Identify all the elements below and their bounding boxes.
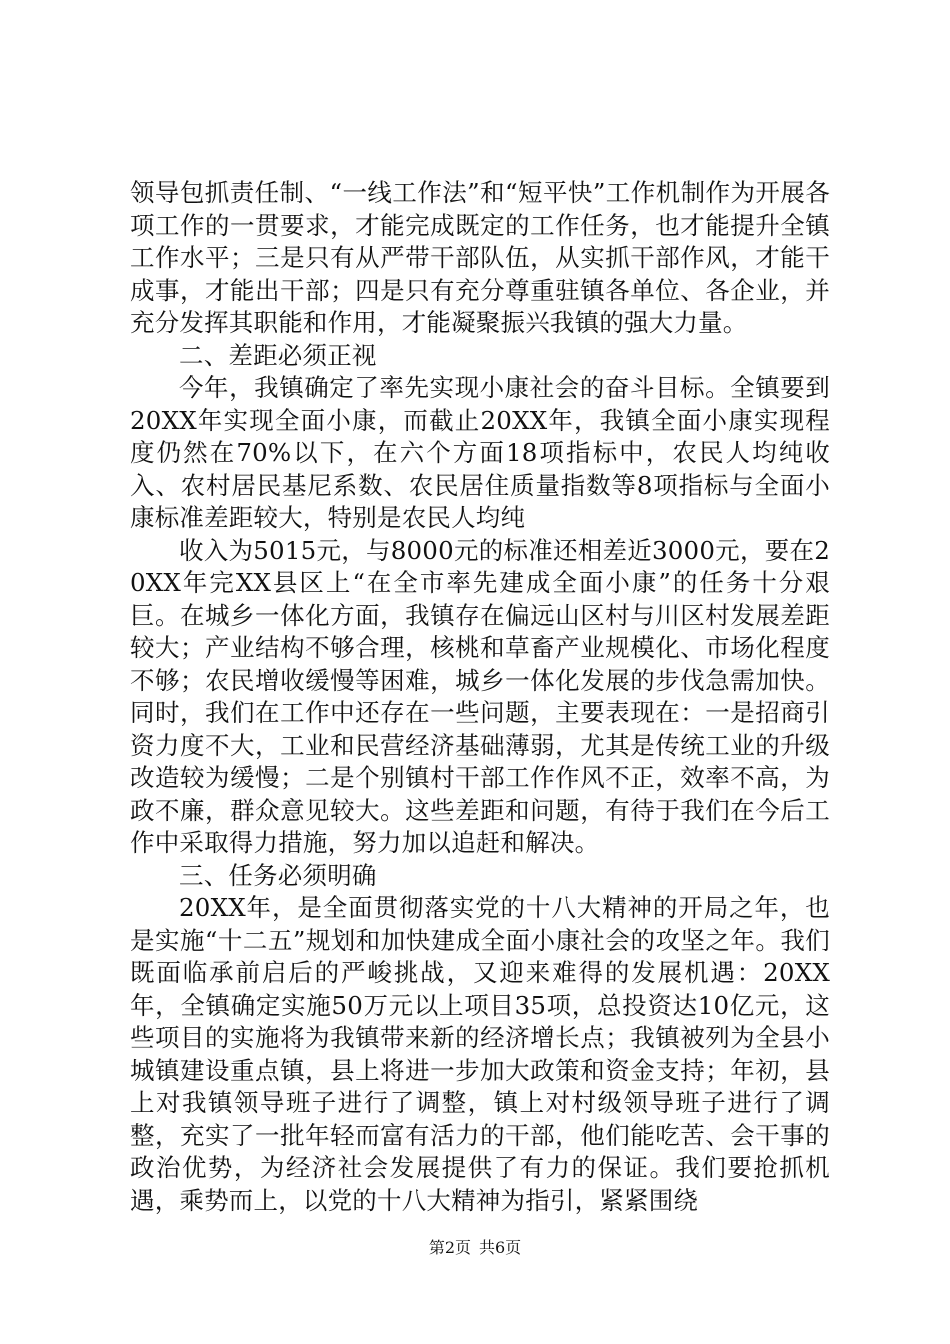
document-body: [130, 177, 830, 1217]
page-number: 第2页: [428, 1238, 471, 1257]
section-heading-2: 二、差距必须正视: [179, 340, 377, 370]
page-total: 共6页: [479, 1238, 522, 1257]
paragraph-1: 领导包抓责任制、“一线工作法”和“短平快”工作机制作为开展各项工作的一贯要求，才能完成既定的工作任务，也才能提升全镇工作水平；三是只有从严带干部队伍，从实抓干部作风，才能干成事，才能出干部；四是只有充分尊重驻镇各单位、各企业，并充分发挥其职能和作用，才能凝聚振兴我镇的强大力量。: [130, 178, 830, 337]
paragraph-4: 收入为5015元，与8000元的标准还相差近3000元，要在20XX年完XX县区上“在全市率先建成全面小康”的任务十分艰巨。在城乡一体化方面，我镇存在偏远山区村与川区村发展差距较大；产业结构不够合理，核桃和草畜产业规模化、市场化程度不够；农民增收缓慢等困难，城乡一体化发展的步伐急需加快。同时，我们在工作中还存在一些问题，主要表现在：一是招商引资力度不大，工业和民营经济基础薄弱，尤其是传统工业的升级改造较为缓慢；二是个别镇村干部工作作风不正，效率不高，为政不廉，群众意见较大。这些差距和问题，有待于我们在今后工作中采取得力措施，努力加以追赶和解决。: [130, 535, 830, 857]
paragraph-3: 今年，我镇确定了率先实现小康社会的奋斗目标。全镇要到20XX年实现全面小康，而截止20XX年，我镇全面小康实现程度仍然在70%以下，在六个方面18项指标中，农民人均纯收入、农村居民基尼系数、农民居住质量指数等8项指标与全面小康标准差距较大，特别是农民人均纯: [130, 373, 830, 532]
paragraph-6: 20XX年，是全面贯彻落实党的十八大精神的开局之年，也是实施“十二五”规划和加快建成全面小康社会的攻坚之年。我们既面临承前启后的严峻挑战，又迎来难得的发展机遇：20XX年，全镇确定实施50万元以上项目35项，总投资达10亿元，这些项目的实施将为我镇带来新的经济增长点；我镇被列为全县小城镇建设重点镇，县上将进一步加大政策和资金支持；年初，县上对我镇领导班子进行了调整，镇上对村级领导班子进行了调整，充实了一批年轻而富有活力的干部，他们能吃苦、会干事的政治优势，为经济社会发展提供了有力的保证。我们要抢抓机遇，乘势而上，以党的十八大精神为指引，紧紧围绕: [130, 893, 830, 1215]
page-footer: [0, 1238, 950, 1258]
section-heading-3: 三、任务必须明确: [179, 860, 377, 890]
